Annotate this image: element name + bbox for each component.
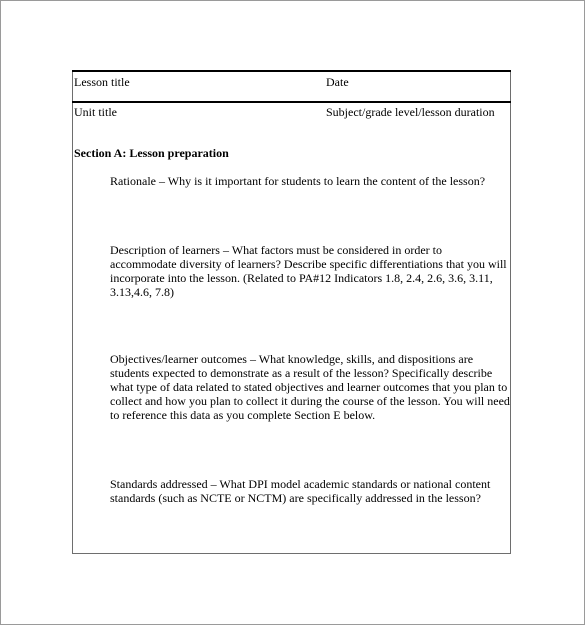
- objectives-paragraph: [110, 352, 510, 422]
- section-a-title: Section A: Lesson preparation: [74, 146, 229, 160]
- standards-text: What DPI model academic standards or national content standards (such as NCTE or NCTM) are specifically addressed in the lesson?: [110, 477, 491, 505]
- objectives-text: What knowledge, skills, and dispositions are students expected to demonstrate as a result of the lesson? Specifically describe what type of data related to stated objectives and learner outcomes that you plan to collect and how you plan to collect it during the course of the lesson. You will need to reference this data as you complete Section E below.: [110, 352, 510, 422]
- description-of-learners-label: Description of learners –: [110, 243, 229, 257]
- rationale-text: Why is it important for students to learn the content of the lesson?: [164, 174, 486, 188]
- objectives-label: Objectives/learner outcomes –: [110, 352, 256, 366]
- subject-grade-duration-label: Subject/grade level/lesson duration: [326, 105, 495, 119]
- rationale-label: Rationale –: [110, 174, 165, 188]
- description-of-learners-text: What factors must be considered in order to accommodate diversity of learners? Describe specific differentiations that you will incorporate into the lesson. (Related to PA#12 Indicators 1.8, 2.4, 2.6, 3.6, 3.11, 3.13,4.6, 7.8): [110, 243, 507, 299]
- lesson-title-label: Lesson title: [74, 75, 130, 89]
- standards-paragraph: [110, 477, 510, 505]
- standards-label: Standards addressed –: [110, 477, 217, 491]
- unit-title-label: Unit title: [74, 105, 117, 119]
- description-of-learners-paragraph: [110, 243, 510, 299]
- top-rule: [72, 70, 511, 72]
- header-divider: [72, 101, 511, 103]
- date-label: Date: [326, 75, 349, 89]
- rationale-paragraph: [110, 174, 510, 188]
